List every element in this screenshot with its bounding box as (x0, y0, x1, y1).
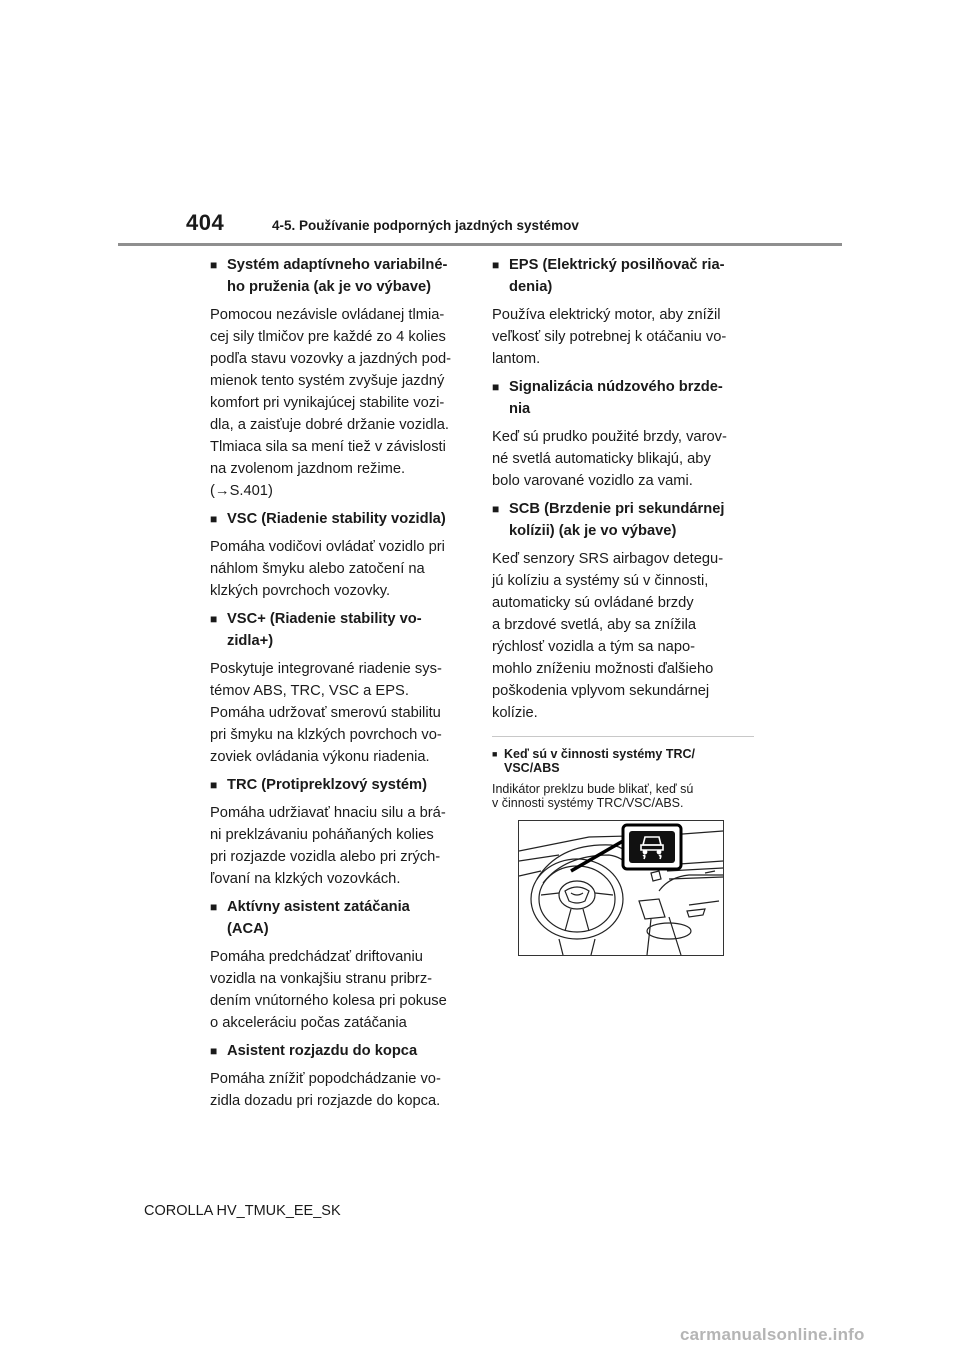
section-body: Pomáha znížiť popodchádzanie vo- zidla dozadu pri rozjazde do kopca. (210, 1071, 441, 1109)
section-title: SCB (Brzdenie pri sekundárnej kolízii) (ak je vo výbave) (509, 501, 725, 539)
note-heading (492, 747, 754, 775)
section-body: Pomocou nezávisle ovládanej tlmia- cej sily tlmičov pre každé zo 4 kolies podľa stavu vozovky a jazdných pod- mienok tento systém zvyšuje jazdný komfort pri vynikajúcej stabilite vozi- dla, a zaisťuje dobré držanie vozidla. Tlmiaca sila sa mení tiež v závislosti na zvolenom jazdnom režime. (→S.401) (210, 307, 452, 499)
section-adaptive-suspension (210, 254, 472, 502)
right-column (492, 254, 754, 956)
section-aca (210, 896, 472, 1034)
square-bullet-icon: ■ (492, 258, 500, 272)
section-title: EPS (Elektrický posilňovač ria- denia) (509, 257, 725, 295)
section-body: Pomáha vodičovi ovládať vozidlo pri náhlom šmyku alebo zatočení na klzkých povrchoch vozovky. (210, 539, 445, 599)
section-title: Systém adaptívneho variabilné- ho pruženia (ak je vo výbave) (227, 257, 448, 295)
square-bullet-icon: ■ (492, 502, 500, 516)
watermark: carmanualsonline.info (680, 1325, 865, 1344)
section-eps (492, 254, 754, 370)
footer-model-code: COROLLA HV_TMUK_EE_SK (144, 1203, 341, 1219)
dashboard-illustration (518, 820, 724, 956)
page-number: 404 (186, 210, 225, 235)
header-rule (118, 243, 842, 246)
page-header (0, 0, 960, 250)
section-body: Pomáha udržiavať hnaciu silu a brá- ni preklzávaniu poháňaných kolies pri rozjazde vozidla alebo pri zrých- ľovaní na klzkých vozovkách. (210, 805, 446, 887)
section-title: TRC (Protipreklzový systém) (227, 777, 427, 793)
square-bullet-icon: ■ (210, 900, 218, 914)
section-body: Používa elektrický motor, aby znížil veľkosť sily potrebnej k otáčaniu vo- lantom. (492, 307, 727, 367)
section-body: Keď senzory SRS airbagov detegu- jú kolíziu a systémy sú v činnosti, automaticky sú ovládané brzdy a brzdové svetlá, aby sa znížila rýchlosť vozidla a tým sa napo- mohlo zníženiu možnosti ďalšieho poškodenia vplyvom sekundárnej kolízie. (492, 551, 724, 721)
section-vsc (210, 508, 472, 602)
note-body: Indikátor preklzu bude blikať, keď sú v činnosti systémy TRC/VSC/ABS. (492, 782, 694, 810)
section-body: Pomáha predchádzať driftovaniu vozidla na vonkajšiu stranu pribrz- dením vnútorného kolesa pri pokuse o akceleráciu počas zatáčania (210, 949, 447, 1031)
section-title: VSC+ (Riadenie stability vo- zidla+) (227, 611, 422, 649)
section-body: Keď sú prudko použité brzdy, varov- né svetlá automaticky blikajú, aby bolo varované vozidlo za vami. (492, 429, 727, 489)
dashboard-slip-indicator-illustration (519, 821, 723, 955)
section-title: Asistent rozjazdu do kopca (227, 1043, 418, 1059)
section-scb (492, 498, 754, 724)
section-trc (210, 774, 472, 890)
square-bullet-icon: ■ (492, 380, 500, 394)
square-bullet-icon: ■ (210, 258, 218, 272)
section-body: Poskytuje integrované riadenie sys- témov ABS, TRC, VSC a EPS. Pomáha udržovať smerovú stabilitu pri šmyku na klzkých povrchoch vo- zoviek ovládania výkonu riadenia. (210, 661, 442, 765)
note-title: Keď sú v činnosti systémy TRC/ VSC/ABS (504, 747, 695, 775)
square-bullet-icon: ■ (492, 749, 498, 759)
note-divider (492, 736, 754, 737)
section-title: Signalizácia núdzového brzde- nia (509, 379, 723, 417)
section-title: Aktívny asistent zatáčania (ACA) (227, 899, 410, 937)
chapter-title: 4-5. Používanie podporných jazdných systémov (272, 218, 579, 233)
square-bullet-icon: ■ (210, 612, 218, 626)
left-column (210, 254, 472, 1118)
square-bullet-icon: ■ (210, 1044, 218, 1058)
square-bullet-icon: ■ (210, 778, 218, 792)
square-bullet-icon: ■ (210, 512, 218, 526)
section-title: VSC (Riadenie stability vozidla) (227, 511, 446, 527)
section-hill-start-assist (210, 1040, 472, 1112)
section-vsc-plus (210, 608, 472, 768)
section-emergency-brake-signal (492, 376, 754, 492)
